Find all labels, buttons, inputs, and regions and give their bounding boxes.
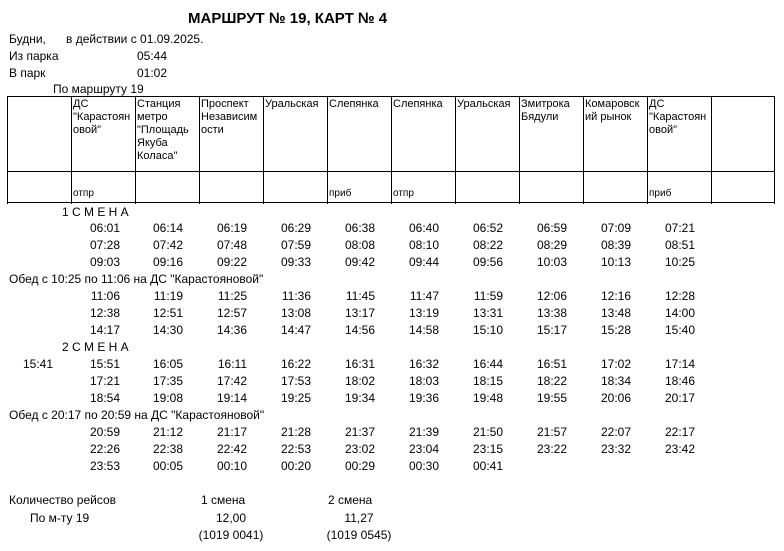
time-cell: 13:48 <box>600 306 631 320</box>
time-cell: 00:05 <box>152 459 183 473</box>
summary-route: По м-ту 19 <box>30 511 90 525</box>
time-cell: 09:03 <box>89 255 120 269</box>
time-cell: 18:34 <box>600 374 631 388</box>
shift-1-label: 1 С М Е Н А <box>62 205 129 219</box>
stop-mark: отпр <box>393 188 414 199</box>
time-cell: 09:44 <box>408 255 439 269</box>
time-cell: 11:19 <box>153 289 183 303</box>
grid-line <box>327 96 328 204</box>
time-cell: 15:17 <box>536 323 567 337</box>
stop-header: Уральская <box>265 98 319 110</box>
time-cell: 16:44 <box>472 357 503 371</box>
stop-mark: приб <box>649 188 672 199</box>
time-cell: 07:42 <box>152 238 183 252</box>
stop-header: Слепянка <box>393 98 443 110</box>
stop-header: ДС "Карастоян овой" <box>649 98 707 136</box>
grid-line <box>519 96 520 204</box>
time-cell: 15:40 <box>664 323 695 337</box>
time-cell: 07:21 <box>664 221 695 235</box>
summary-count2: 11,27 <box>344 511 374 525</box>
stop-header: Слепянка <box>329 98 379 110</box>
time-cell: 15:28 <box>600 323 631 337</box>
time-cell: 12:06 <box>536 289 567 303</box>
time-cell: 08:10 <box>408 238 439 252</box>
time-cell: 23:04 <box>408 442 439 456</box>
summary-shift1: 1 смена <box>201 493 246 507</box>
time-cell: 06:19 <box>216 221 247 235</box>
time-cell: 10:25 <box>664 255 695 269</box>
from-park-label: Из парка <box>9 49 59 63</box>
time-cell: 18:22 <box>536 374 567 388</box>
time-cell: 16:32 <box>408 357 439 371</box>
time-cell: 06:52 <box>472 221 503 235</box>
time-cell: 07:28 <box>89 238 120 252</box>
time-cell: 08:22 <box>472 238 503 252</box>
summary-count1: 12,00 <box>215 511 247 525</box>
stop-header: Змитрока Бядули <box>521 98 570 123</box>
time-cell: 23:15 <box>472 442 503 456</box>
time-cell: 21:28 <box>280 425 311 439</box>
time-cell: 16:05 <box>152 357 183 371</box>
time-cell: 00:29 <box>344 459 375 473</box>
summary-code1: (1019 0041) <box>198 528 264 542</box>
time-cell: 21:12 <box>152 425 183 439</box>
time-cell: 21:17 <box>216 425 247 439</box>
grid-line <box>263 96 264 204</box>
time-cell: 15:10 <box>472 323 503 337</box>
time-cell: 18:15 <box>472 374 503 388</box>
time-cell: 17:35 <box>152 374 183 388</box>
summary-label: Количество рейсов <box>9 493 117 507</box>
stop-header: Проспект Независим ости <box>201 98 258 136</box>
time-cell: 17:42 <box>216 374 247 388</box>
stop-mark: приб <box>329 188 352 199</box>
time-cell: 12:16 <box>600 289 631 303</box>
time-cell: 21:39 <box>408 425 439 439</box>
time-cell: 06:38 <box>344 221 375 235</box>
grid-line <box>455 96 456 204</box>
time-cell: 13:31 <box>472 306 503 320</box>
time-cell: 07:59 <box>280 238 311 252</box>
summary-code2: (1019 0545) <box>326 528 392 542</box>
time-cell: 18:02 <box>344 374 375 388</box>
time-cell: 00:41 <box>472 459 503 473</box>
time-cell: 16:31 <box>344 357 375 371</box>
time-cell: 16:51 <box>536 357 567 371</box>
time-cell: 15:51 <box>89 357 120 371</box>
time-cell: 19:34 <box>344 391 375 405</box>
time-cell: 18:03 <box>408 374 439 388</box>
time-cell: 19:14 <box>216 391 247 405</box>
time-cell: 17:02 <box>600 357 631 371</box>
time-cell: 14:17 <box>89 323 120 337</box>
time-cell: 11:06 <box>90 289 120 303</box>
time-cell: 11:45 <box>345 289 375 303</box>
grid-line <box>583 96 584 204</box>
time-cell: 19:08 <box>152 391 183 405</box>
time-cell: 22:26 <box>89 442 120 456</box>
time-cell: 22:38 <box>152 442 183 456</box>
time-cell: 17:14 <box>664 357 695 371</box>
time-cell: 00:30 <box>408 459 439 473</box>
stop-header: Уральская <box>457 98 511 110</box>
time-cell: 11:25 <box>217 289 247 303</box>
time-cell: 23:42 <box>664 442 695 456</box>
time-cell: 22:53 <box>280 442 311 456</box>
time-cell: 08:29 <box>536 238 567 252</box>
time-cell: 22:42 <box>216 442 247 456</box>
time-cell: 23:32 <box>600 442 631 456</box>
grid-line <box>711 96 712 204</box>
time-cell: 12:28 <box>664 289 695 303</box>
stops-header-grid <box>7 96 775 204</box>
time-cell: 12:38 <box>89 306 120 320</box>
time-cell: 20:06 <box>600 391 631 405</box>
shift-2-start-time: 15:41 <box>23 357 54 371</box>
stop-mark: отпр <box>73 188 94 199</box>
time-cell: 22:17 <box>664 425 695 439</box>
time-cell: 11:36 <box>281 289 311 303</box>
grid-line <box>774 96 775 204</box>
to-park-time: 01:02 <box>137 66 168 80</box>
stop-header: Станция метро "Площадь Якуба Коласа" <box>137 98 189 162</box>
time-cell: 06:29 <box>280 221 311 235</box>
valid-from: в действии с 01.09.2025. <box>66 32 204 46</box>
time-cell: 18:54 <box>89 391 120 405</box>
time-cell: 14:00 <box>664 306 695 320</box>
time-cell: 19:55 <box>536 391 567 405</box>
time-cell: 19:48 <box>472 391 503 405</box>
time-cell: 13:17 <box>344 306 375 320</box>
time-cell: 14:30 <box>152 323 183 337</box>
time-cell: 14:58 <box>408 323 439 337</box>
grid-line <box>135 96 136 204</box>
time-cell: 20:17 <box>664 391 695 405</box>
time-cell: 23:53 <box>89 459 120 473</box>
time-cell: 13:38 <box>536 306 567 320</box>
time-cell: 06:01 <box>89 221 120 235</box>
time-cell: 09:56 <box>472 255 503 269</box>
stop-header: Комаровск ий рынок <box>585 98 640 123</box>
time-cell: 17:21 <box>89 374 120 388</box>
day-type: Будни, <box>9 32 46 46</box>
time-cell: 14:56 <box>344 323 375 337</box>
page-title: МАРШРУТ № 19, КАРТ № 4 <box>188 10 388 27</box>
stop-header: ДС "Карастоян овой" <box>73 98 131 136</box>
time-cell: 18:46 <box>664 374 695 388</box>
time-cell: 20:59 <box>89 425 120 439</box>
time-cell: 11:59 <box>473 289 503 303</box>
grid-line <box>391 96 392 204</box>
time-cell: 09:33 <box>280 255 311 269</box>
to-park-label: В парк <box>9 66 46 80</box>
time-cell: 12:51 <box>152 306 183 320</box>
time-cell: 09:22 <box>216 255 247 269</box>
time-cell: 12:57 <box>216 306 247 320</box>
time-cell: 19:36 <box>408 391 439 405</box>
time-cell: 00:10 <box>216 459 247 473</box>
grid-line <box>647 96 648 204</box>
time-cell: 10:13 <box>600 255 631 269</box>
time-cell: 11:47 <box>409 289 439 303</box>
time-cell: 21:57 <box>536 425 567 439</box>
time-cell: 21:50 <box>472 425 503 439</box>
route-label: По маршруту 19 <box>53 82 144 96</box>
time-cell: 14:36 <box>216 323 247 337</box>
from-park-time: 05:44 <box>137 49 168 63</box>
time-cell: 09:42 <box>344 255 375 269</box>
time-cell: 08:39 <box>600 238 631 252</box>
summary-shift2: 2 смена <box>328 493 373 507</box>
time-cell: 21:37 <box>344 425 375 439</box>
time-cell: 08:08 <box>344 238 375 252</box>
time-cell: 06:40 <box>408 221 439 235</box>
time-cell: 07:48 <box>216 238 247 252</box>
lunch-break-2: Обед с 20:17 по 20:59 на ДС "Карастояновой" <box>9 408 265 422</box>
shift-2-label: 2 С М Е Н А <box>62 340 129 354</box>
time-cell: 06:59 <box>536 221 567 235</box>
grid-line <box>7 96 8 204</box>
time-cell: 07:09 <box>600 221 631 235</box>
lunch-break-1: Обед с 10:25 по 11:06 на ДС "Карастояновой" <box>9 272 264 286</box>
time-cell: 19:25 <box>280 391 311 405</box>
time-cell: 14:47 <box>280 323 311 337</box>
time-cell: 09:16 <box>152 255 183 269</box>
time-cell: 16:22 <box>280 357 311 371</box>
grid-line <box>71 96 72 204</box>
time-cell: 17:53 <box>280 374 311 388</box>
time-cell: 06:14 <box>152 221 183 235</box>
time-cell: 23:02 <box>344 442 375 456</box>
time-cell: 13:19 <box>408 306 439 320</box>
time-cell: 00:20 <box>280 459 311 473</box>
time-cell: 16:11 <box>217 357 247 371</box>
time-cell: 10:03 <box>536 255 567 269</box>
time-cell: 13:08 <box>280 306 311 320</box>
grid-line <box>199 96 200 204</box>
time-cell: 23:22 <box>536 442 567 456</box>
time-cell: 08:51 <box>664 238 695 252</box>
time-cell: 22:07 <box>600 425 631 439</box>
